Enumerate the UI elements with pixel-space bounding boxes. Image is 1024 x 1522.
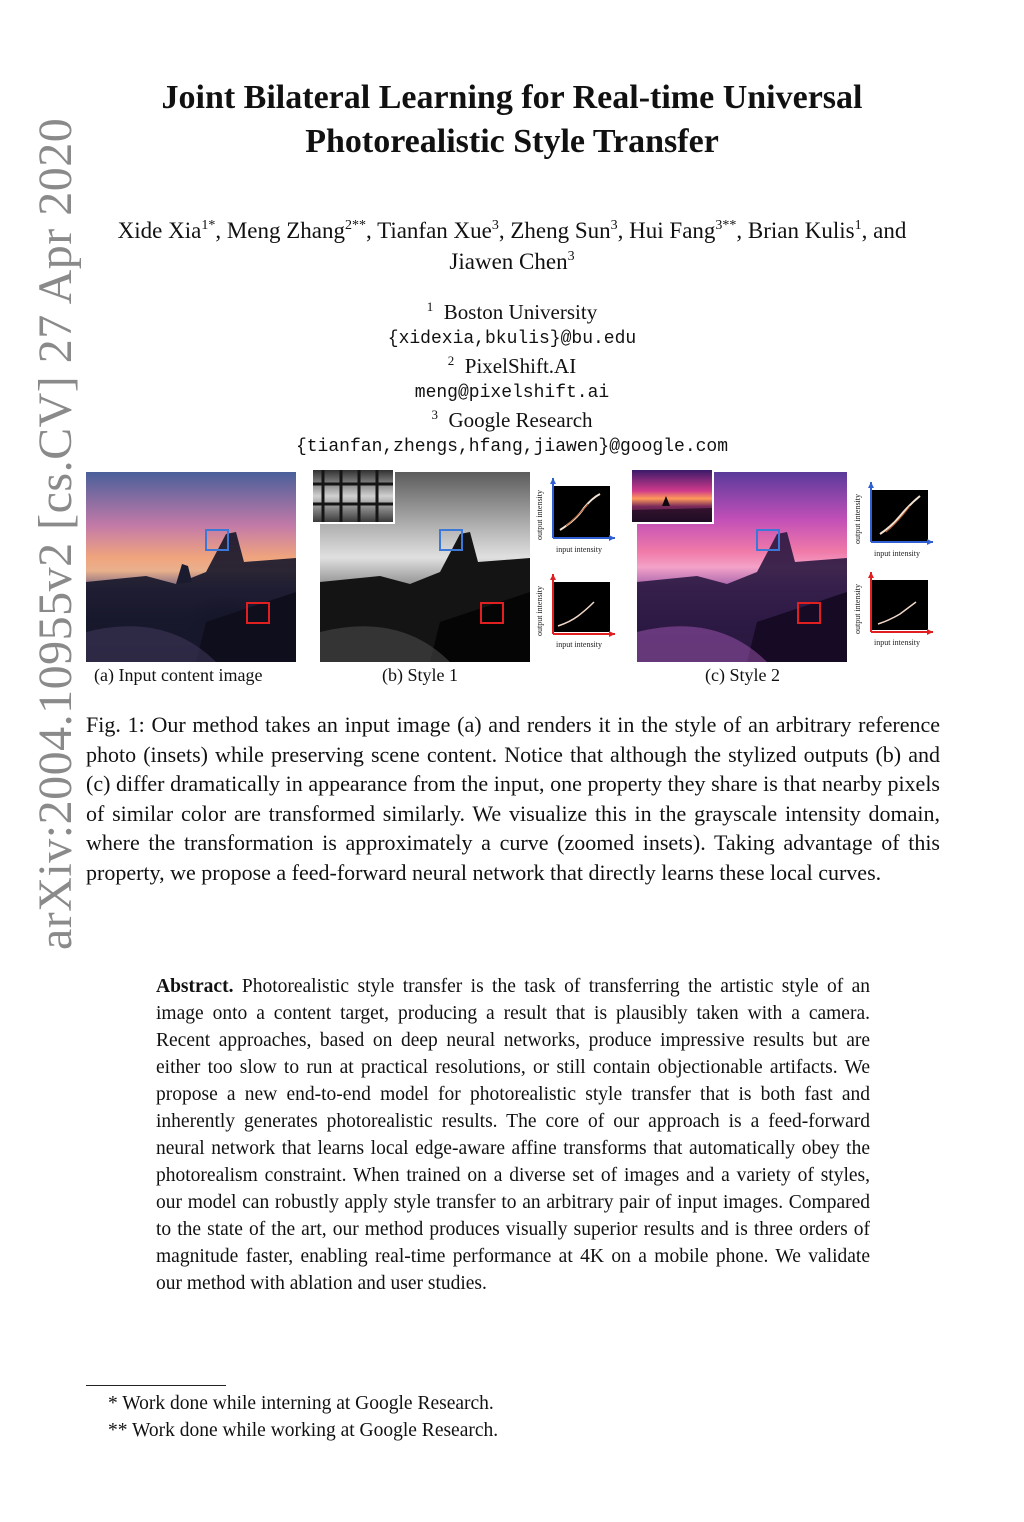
- title-line-2: Photorealistic Style Transfer: [305, 123, 719, 160]
- highlight-box-red: [480, 602, 504, 624]
- affiliation-3: [200, 407, 824, 434]
- author: Brian Kulis: [747, 218, 855, 243]
- affiliation-2: [200, 353, 824, 380]
- title-line-1: Joint Bilateral Learning for Real-time Universal: [161, 79, 863, 116]
- input-content-image: [86, 472, 296, 662]
- affiliation-number: 2: [447, 353, 455, 368]
- affiliation-email-2[interactable]: meng@pixelshift.ai: [414, 383, 610, 403]
- author-affil-mark: 1*: [201, 218, 216, 233]
- highlight-box-blue: [205, 529, 229, 551]
- author: Hui Fang: [629, 218, 716, 243]
- plot-axes-blue: [863, 480, 935, 548]
- author: Xide Xia: [117, 218, 202, 243]
- affiliation-number: 3: [431, 407, 438, 422]
- author-affil-mark: 3: [567, 249, 575, 264]
- author-affil-mark: 3: [491, 218, 499, 233]
- author: Jiawen Chen: [449, 249, 568, 274]
- plot-axes-red: [863, 570, 935, 638]
- affiliation-name: Boston University: [443, 300, 598, 324]
- style-1-reference-inset: [311, 468, 395, 524]
- plot-ylabel: output intensity: [535, 586, 544, 636]
- paper-title: [80, 76, 944, 164]
- subcaption-b: (b) Style 1: [382, 665, 458, 685]
- highlight-box-blue: [756, 529, 780, 551]
- affiliation-name: PixelShift.AI: [464, 354, 577, 378]
- author: Tianfan Xue: [377, 218, 492, 243]
- footnote-1: * Work done while interning at Google Research.: [108, 1393, 494, 1414]
- arxiv-stamp: arXiv:2004.10955v2 [cs.CV] 27 Apr 2020: [29, 117, 82, 950]
- highlight-box-red: [797, 602, 821, 624]
- plot-ylabel: output intensity: [853, 494, 862, 544]
- plot-xlabel: input intensity: [556, 640, 602, 649]
- abstract-text: Photorealistic style transfer is the task of transferring the artistic style of an image onto a content target, producing a result that is plausibly taken with a camera. Recent approaches, based on deep neural networks, produce impressive results but are either too slow to run at practical resolutions, or still contain objectionable artifacts. We propose a new end-to-end model for photorealistic style transfer that is both fast and inherently generates photorealistic results. The core of our approach is a feed-forward neural network that learns local edge-aware affine transforms that automatically obey the photorealism constraint. When trained on a diverse set of images and a variety of styles, our model can robustly apply style transfer to an arbitrary pair of input images. Compared to the state of the art, our method produces visually superior results and is three orders of magnitude faster, enabling real-time performance at 4K on a mobile phone. We validate our method with ablation and user studies.: [156, 976, 871, 1294]
- footnote-2: ** Work done while working at Google Research.: [108, 1420, 499, 1441]
- author-affil-mark: 3: [610, 218, 618, 233]
- author-affil-mark: 1: [854, 218, 862, 233]
- affiliation-email-1[interactable]: {xidexia,bkulis}@bu.edu: [387, 329, 637, 349]
- plot-xlabel: input intensity: [556, 545, 602, 554]
- affiliation-email-3[interactable]: {tianfan,zhengs,hfang,jiawen}@google.com: [295, 437, 729, 457]
- abstract-label: Abstract.: [156, 976, 234, 997]
- subcaption-a: (a) Input content image: [94, 665, 263, 685]
- abstract: [156, 973, 870, 1297]
- subcaption-c: (c) Style 2: [705, 665, 780, 685]
- author: Zheng Sun: [510, 218, 611, 243]
- author-affil-mark: 3**: [715, 218, 737, 233]
- plot-xlabel: input intensity: [874, 549, 920, 558]
- affiliation-number: 1: [426, 299, 434, 314]
- author-affil-mark: 2**: [344, 218, 366, 233]
- figure-caption: Fig. 1: Our method takes an input image (a) and renders it in the style of an arbitrary reference photo (insets) while preserving scene content. Notice that although the stylized outputs (b) and (c) differ dramatically in appearance from the input, one property they share is that nearby pixels of similar color are transformed similarly. We visualize this in the grayscale intensity domain, where the transformation is approximately a curve (zoomed insets). Taking advantage of this property, we propose a feed-forward neural network that directly learns these local curves.: [86, 712, 940, 885]
- affiliation-name: Google Research: [448, 408, 593, 432]
- style-2-reference-inset: [630, 468, 714, 524]
- plot-xlabel: input intensity: [874, 638, 920, 647]
- affiliation-1: [200, 299, 824, 326]
- plot-ylabel: output intensity: [535, 490, 544, 540]
- footnote-rule: [86, 1385, 226, 1386]
- plot-axes-red: [545, 572, 617, 640]
- author-list: Xide Xia$^{1*}$, Meng Zhang$^{2**}$, Tianfan Xue$^3$, Zheng Sun$^3$, Hui Fang$^{3**}$, Brian Kulis$^1$, and Jiawen Chen$^3$: [117, 218, 907, 274]
- plot-ylabel: output intensity: [853, 584, 862, 634]
- plot-axes-blue: [545, 476, 617, 544]
- authors-and: and: [873, 218, 907, 243]
- highlight-box-blue: [439, 529, 463, 551]
- highlight-box-red: [246, 602, 270, 624]
- author: Meng Zhang: [226, 218, 345, 243]
